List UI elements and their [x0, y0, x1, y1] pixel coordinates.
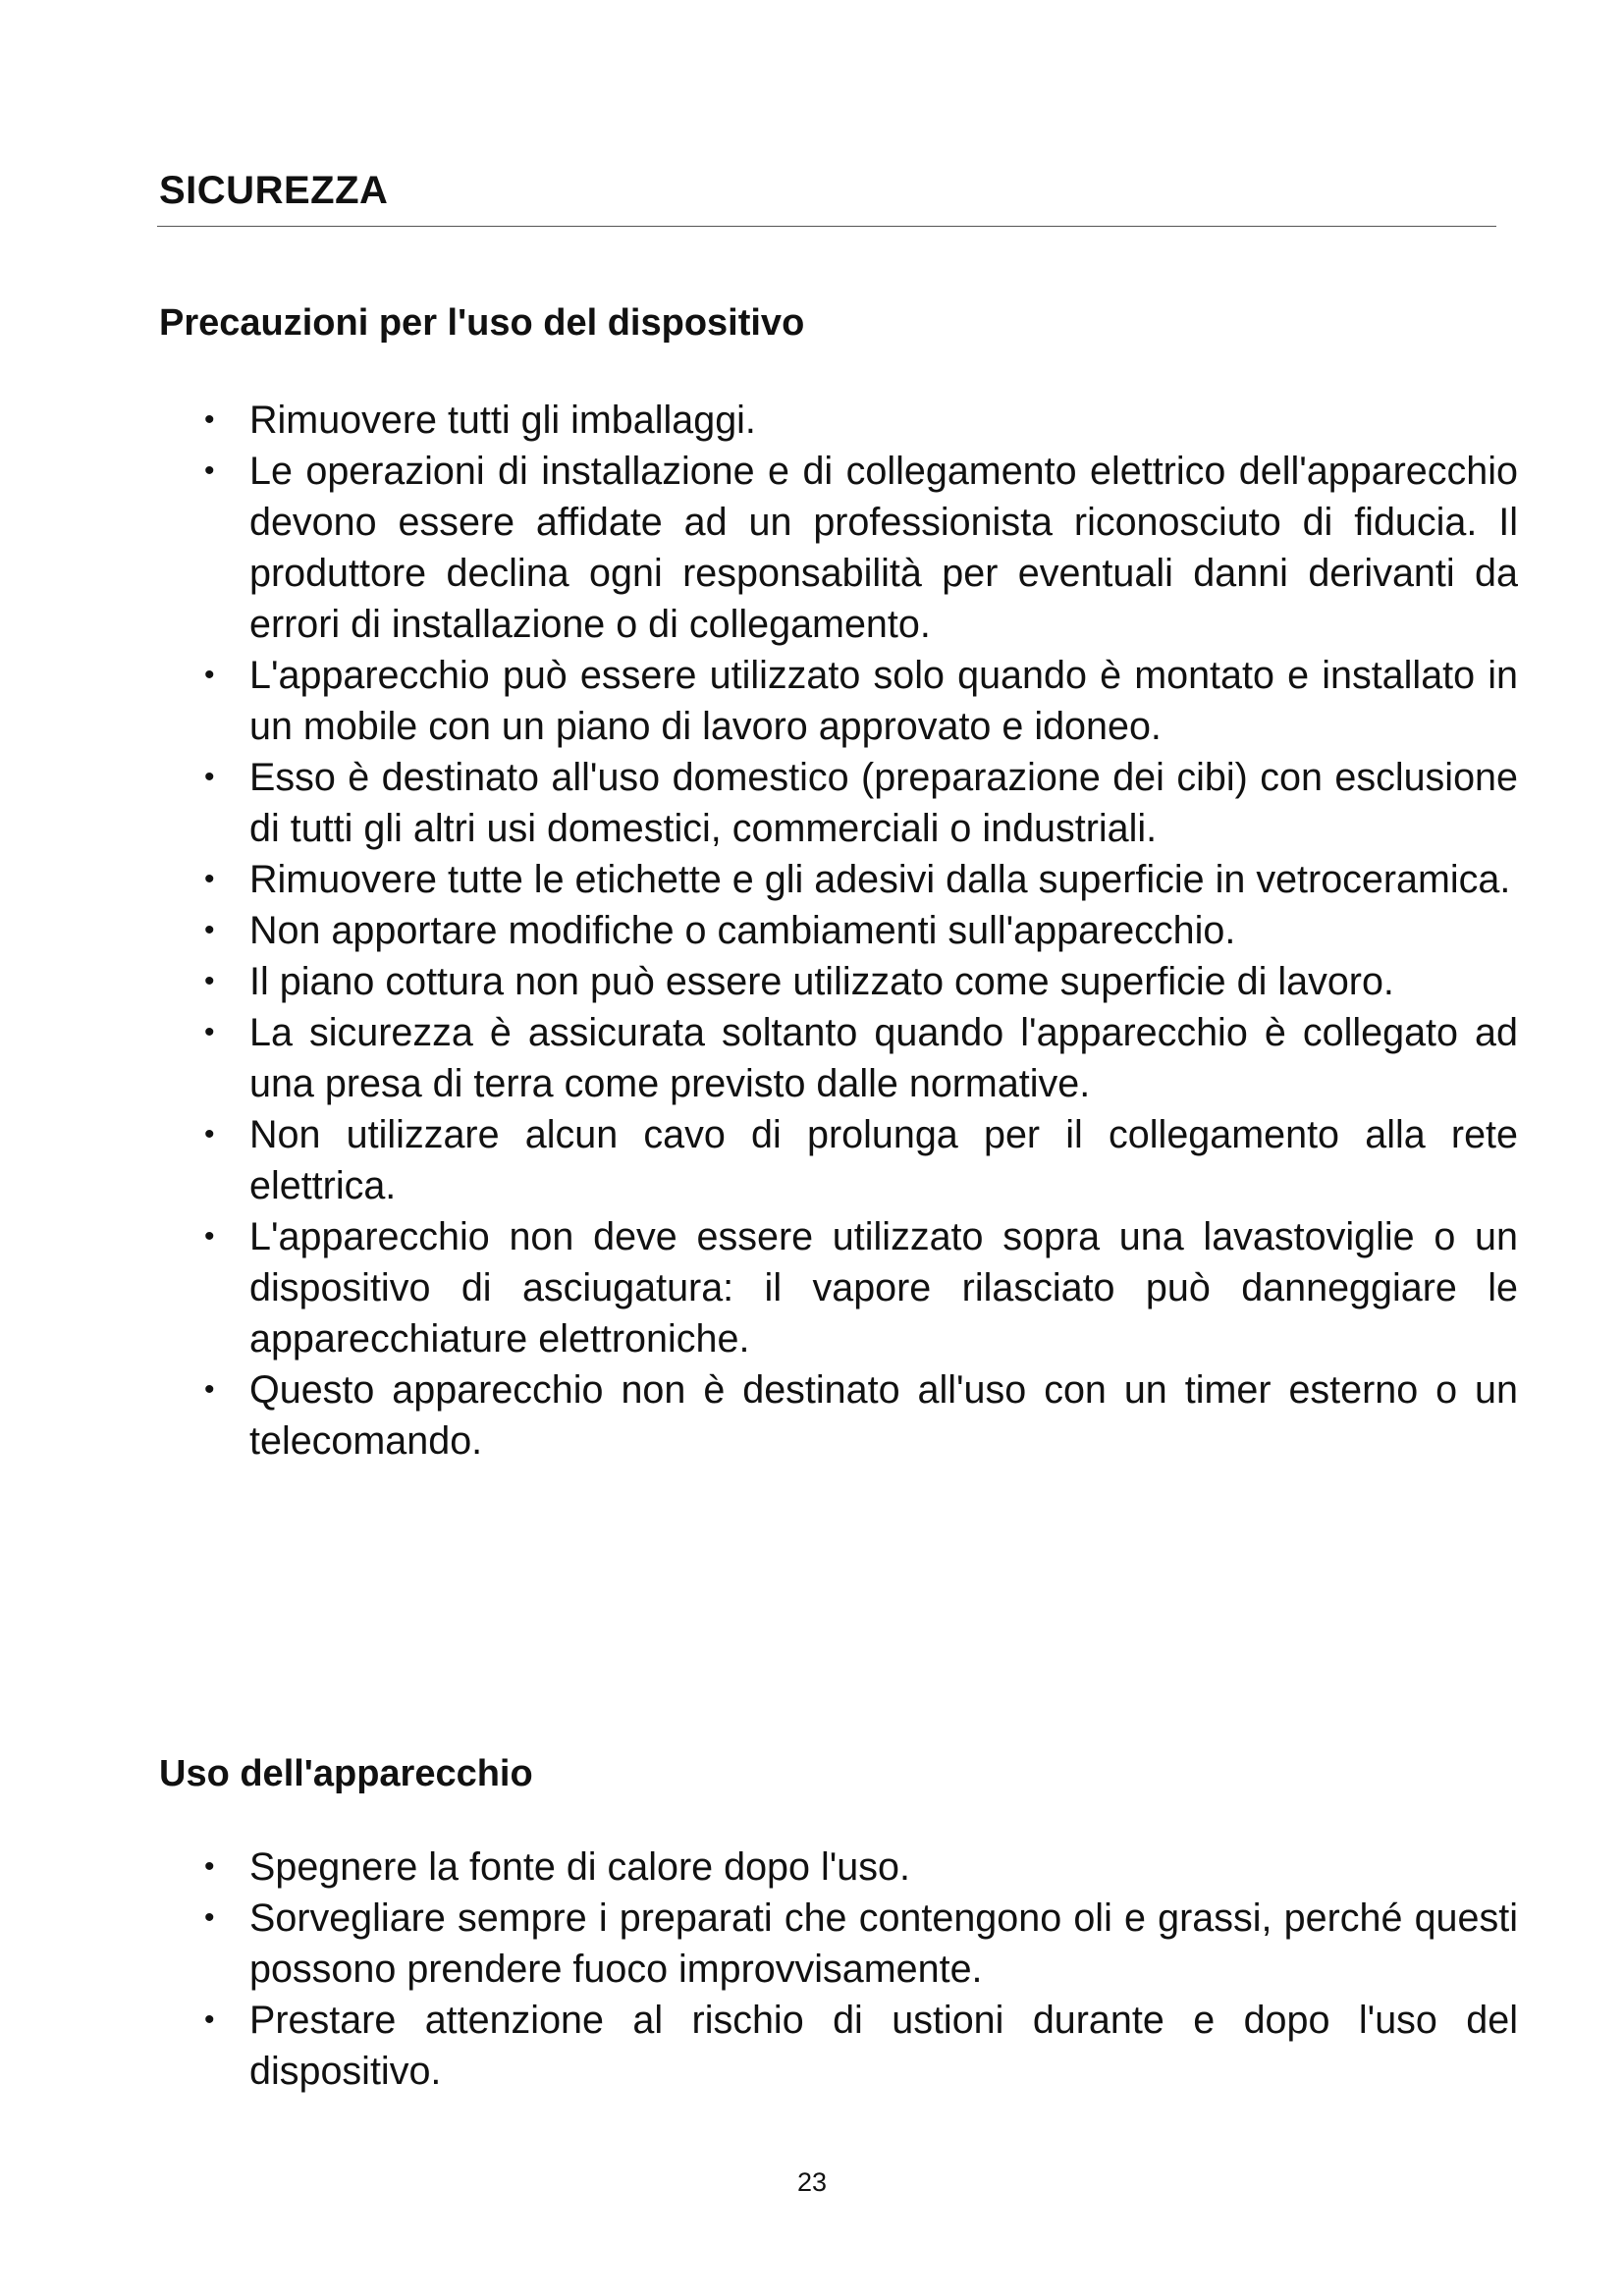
list-item: • Prestare attenzione al rischio di ustioni durante e dopo l'uso del dispositivo. [0, 1995, 1518, 2097]
list-item: • Questo apparecchio non è destinato all'uso con un timer esterno o un telecomando. [0, 1364, 1518, 1467]
list-item: • L'apparecchio non deve essere utilizzato sopra una lavastoviglie o un dispositivo di asciugatura: il vapore rilasciato può danneggiare le apparecchiature elettroniche. [0, 1211, 1518, 1364]
heading-rule [157, 226, 1496, 227]
list-item: • La sicurezza è assicurata soltanto quando l'apparecchio è collegato ad una presa di terra come previsto dalle normative. [0, 1007, 1518, 1109]
list-item: • Sorvegliare sempre i preparati che contengono oli e grassi, perché questi possono prendere fuoco improvvisamente. [0, 1893, 1518, 1995]
list-item: • Esso è destinato all'uso domestico (preparazione dei cibi) con esclusione di tutti gli altri usi domestici, commerciali o industriali. [0, 752, 1518, 854]
list-item: • Rimuovere tutti gli imballaggi. [0, 395, 1518, 446]
list-item: • Rimuovere tutte le etichette e gli adesivi dalla superficie in vetroceramica. [0, 854, 1518, 905]
page-number: 23 [796, 2167, 828, 2197]
precauzioni-list [0, 395, 1518, 1467]
list-item: • Il piano cottura non può essere utilizzato come superficie di lavoro. [0, 956, 1518, 1007]
section-title-uso: Uso dell'apparecchio [159, 1753, 533, 1794]
list-item: • Non apportare modifiche o cambiamenti sull'apparecchio. [0, 905, 1518, 956]
page-heading: SICUREZZA [159, 169, 389, 212]
list-item: • Spegnere la fonte di calore dopo l'uso. [0, 1842, 1518, 1893]
list-item: • L'apparecchio può essere utilizzato solo quando è montato e installato in un mobile con un piano di lavoro approvato e idoneo. [0, 650, 1518, 752]
list-item: • Le operazioni di installazione e di collegamento elettrico dell'apparecchio devono essere affidate ad un professionista riconosciuto di fiducia. Il produttore declina ogni responsabilità per eventuali danni derivanti da errori di installazione o di collegamento. [0, 446, 1518, 650]
list-item: • Non utilizzare alcun cavo di prolunga per il collegamento alla rete elettrica. [0, 1109, 1518, 1211]
section-title-precauzioni: Precauzioni per l'uso del dispositivo [159, 302, 805, 344]
uso-list [0, 1842, 1518, 2097]
